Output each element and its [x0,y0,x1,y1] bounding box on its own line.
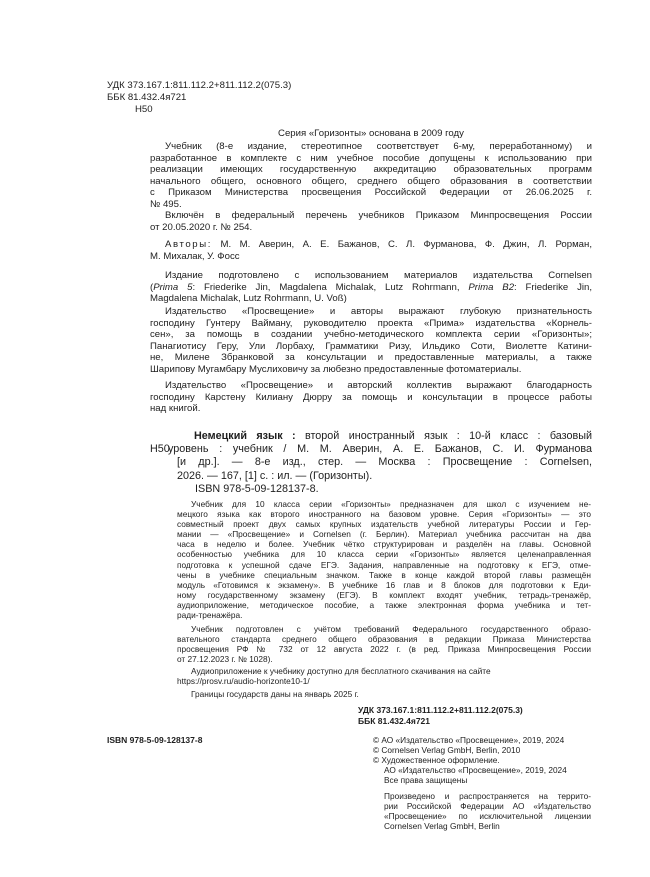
bottom-codes [358,705,523,726]
copyright-block [373,735,567,785]
thanks2-line: Издательство «Просвещение» и авторский коллектив выражают благодарность [165,380,592,391]
distribution-line: рии Российской Федерации АО «Издательство [384,801,591,812]
cornelsen-line: Издание подготовлено с использованием материалов издательства Cornelsen [165,270,592,281]
annotation-line: ради-тренажёра. [177,610,243,621]
audio-line: Аудиоприложение к учебнику доступно для бесплатного скачивания на сайте [191,666,491,676]
biblio-line: 2026. — 167, [1] с. : ил. — (Горизонты). [177,469,373,482]
cornelsen-line: (Prima 5: Friederike Jin, Magdalena Michalak, Lutz Rohrmann, Prima B2: Friederike Jin, [150,281,593,293]
federal-list-paragraph [150,210,592,233]
approval-line: № 495. [150,198,182,210]
authors-names: М. М. Аверин, А. Е. Бажанов, С. Л. Фурманова, Ф. Джин, Л. Рорман, [220,239,592,250]
approval-line: с Приказом Министерства просвещения Российской Федерации от 26.06.2025 г. [150,187,592,199]
copyright-line: Все права защищены [384,775,468,786]
annotation-line: подготовка к успешной сдаче ЕГЭ. Задания, направленные на подготовку к ЕГЭ, отме- [177,559,591,570]
authors-paragraph [150,239,592,262]
bibliographic-entry [150,430,592,496]
approval-line: разработанное в комплекте с ним учебное пособие допущены к использованию при [150,152,592,164]
annotation-line: совместный проект двух самых крупных издательств учебной литературы России и Гер- [177,519,591,530]
federal-list-line: Включён в федеральный перечень учебников Приказом Минпросвещения России [165,210,592,221]
annotation-line: модуль «Готовимся к экзамену». В учебнике 16 глав и 8 блоков для подготовки к Еди- [177,579,591,590]
cornelsen-paragraph [150,270,592,305]
standard-line: просвещения РФ № 732 от 12 августа 2022 г. (в ред. Приказа Минпросвещения России [177,644,591,655]
audio-paragraph [177,666,591,686]
thanks-paragraph [150,306,592,376]
standard-line: вательного стандарта среднего общего образования в редакции Приказа Министерства [177,634,591,645]
annotation-line: ному государственному экзамену (ЕГЭ). В комплект входят учебник, тетрадь-тренажёр, [177,589,591,600]
thanks-line: не, Милене Збранковой за консультации и предоставленные материалы, а также [150,352,592,364]
annotation-line: часа в неделю и более. Учебник чётко структурирован и разделён на главы. Основной [177,539,591,550]
distribution-block [384,791,591,831]
biblio-line: [и др.]. — 8-е изд., стер. — Москва : Просвещение : Cornelsen, [177,456,592,469]
annotation-line: мецкого языка как второго иностранного на базовом уровне. Серия «Горизонты» — это [177,509,591,520]
biblio-isbn: ISBN 978-5-09-128137-8. [195,482,319,495]
authors-label: Авторы: [165,239,213,250]
udk-code: УДК 373.167.1:811.112.2+811.112.2(075.3) [107,80,292,91]
series-note: Серия «Горизонты» основана в 2009 году [278,128,464,139]
annotation-line: особенностью учебника для 10 класса серии «Горизонты» является целенаправленная [177,549,591,560]
approval-line: реализации имеющих государственную аккредитацию образовательных программ [150,164,592,176]
authors-line [150,239,592,251]
thanks-line: сен», за помощь в создании учебно-методического комплекта серии «Горизонты»; [150,329,592,341]
thanks2-line: над книгой. [150,403,201,415]
book-subtitle: второй иностранный язык : 10-й класс : базовый [304,430,593,442]
standard-line: от 27.12.2023 г. № 1028). [177,654,273,665]
thanks2-line: господину Карстену Килиану Дюрру за помощь и консультации в процессе работы [150,391,592,403]
cornelsen-authors: : Friederike Jin, Magdalena Michalak, Lutz Rohrmann, [192,281,469,293]
annotation-line: Учебник для 10 класса серии «Горизонты» предназначен для школ с изучением не- [191,499,591,509]
thanks-line: Шарипову Мугамбару Муслиховичу за любезно предоставленные фотоматериалы. [150,363,522,375]
distribution-line: «Просвещение» по исключительной лицензии [384,811,591,822]
audio-link[interactable]: https://prosv.ru/audio-horizonte10-1/ [177,676,310,687]
standard-paragraph [177,624,591,664]
thanks-line: Панагиотису Геру, Ули Лорбаху, Грамматики Ризу, Ильдико Соти, Виолетте Катини- [150,340,592,352]
annotation-line: мании — «Просвещение» и Cornelsen (г. Берлин). Материал учебника рассчитан на два [177,529,591,540]
biblio-code: Н50 [150,443,170,455]
book-title: Немецкий язык : [194,430,296,442]
standard-line: Учебник подготовлен с учётом требований Федерального государственного образо- [191,624,591,634]
approval-paragraph [150,141,592,211]
borders-note: Границы государств даны на январь 2025 г. [191,689,359,699]
copyright-line: © Художественное оформление. [373,755,500,766]
bottom-udk: УДК 373.167.1:811.112.2+811.112.2(075.3) [358,705,523,715]
authors-line: М. Михалак, У. Фосс [150,250,240,262]
annotation-line: чены в учебнике специальным значком. Также в конце каждой второй главы размещён [177,569,591,580]
isbn-bottom: ISBN 978-5-09-128137-8 [107,735,203,745]
approval-line: начального общего, основного общего, среднего общего образования в соответствии [150,175,592,187]
federal-list-line: от 20.05.2020 г. № 254. [150,221,253,233]
copyright-line: АО «Издательство «Просвещение», 2019, 2024 [384,765,567,776]
primab2-title: Prima B2 [468,281,515,293]
thanks-line: Издательство «Просвещение» и авторы выражают глубокую признательность [165,306,592,317]
thanks-line: господину Гунтеру Вайману, руководителю проекта «Прима» издательства «Корнель- [150,317,592,329]
cornelsen-line: Magdalena Michalak, Lutz Rohrmann, U. Voß) [150,293,347,305]
bottom-bbk: ББК 81.432.4я721 [358,715,430,726]
distribution-line: Произведено и распространяется на террито- [384,791,591,801]
thanks-paragraph-2 [150,380,592,415]
biblio-line: уровень : учебник / М. М. Аверин, А. Е. Бажанов, С. И. Фурманова [168,443,592,456]
copyright-line: © Cornelsen Verlag GmbH, Berlin, 2010 [373,745,521,756]
distribution-line: Cornelsen Verlag GmbH, Berlin [384,821,500,832]
bbk-code: ББК 81.432.4я721 [107,92,187,103]
prima5-title: Prima 5 [153,281,193,293]
annotation-paragraph [177,499,591,620]
author-mark: Н50 [135,104,153,115]
copyright-line: © АО «Издательство «Просвещение», 2019, 2024 [373,735,565,745]
approval-line: Учебник (8-е издание, стереотипное соответствует 6-му, переработанному) и [165,141,592,152]
annotation-line: аудиоприложение, методическое пособие, а также электронная форма учебника и тет- [177,599,591,610]
biblio-line [150,430,592,443]
cornelsen-authors-2: : Friederike Jin, [514,281,593,293]
